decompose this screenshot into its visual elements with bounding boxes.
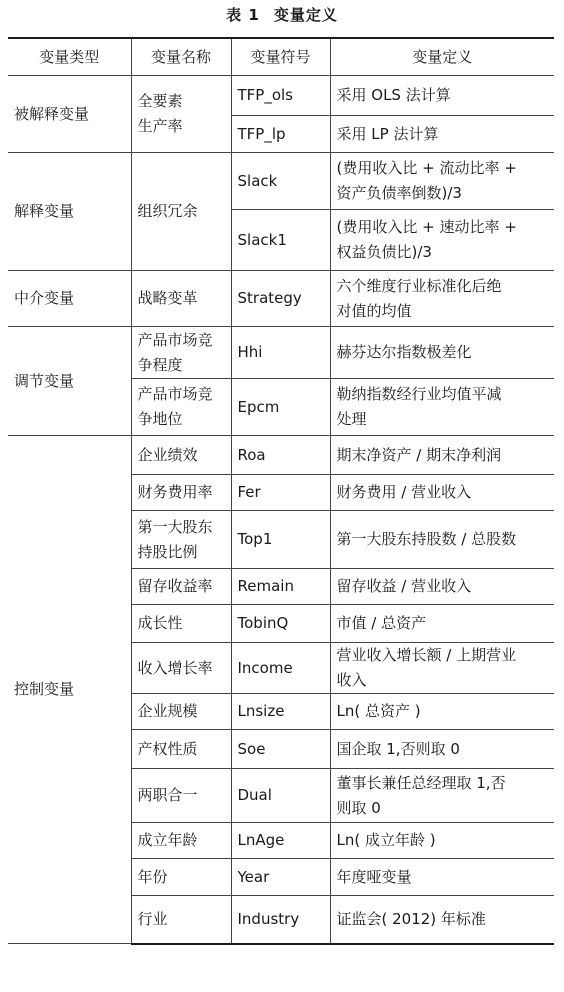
variable-definition-cell: 市值 / 总资产: [330, 605, 554, 643]
header-variable-symbol: 变量符号: [231, 38, 330, 76]
header-variable-definition: 变量定义: [330, 38, 554, 76]
category-cell-group-moderator-variable: 调节变量: [8, 327, 131, 436]
variable-definition-cell: 期末净资产 / 期末净利润: [330, 436, 554, 475]
variable-definition-cell: Ln( 总资产 ): [330, 694, 554, 730]
variable-symbol-cell: Income: [231, 643, 330, 694]
variable-symbol-cell: Soe: [231, 730, 330, 769]
variable-symbol-cell: LnAge: [231, 823, 330, 859]
variable-definition-cell: 董事长兼任总经理取 1,否 则取 0: [330, 769, 554, 823]
variable-definition-cell: Ln( 成立年龄 ): [330, 823, 554, 859]
variable-name-cell: 两职合一: [131, 769, 231, 823]
variable-definition-cell: 营业收入增长额 / 上期营业 收入: [330, 643, 554, 694]
variable-symbol-cell: Slack: [231, 153, 330, 210]
variable-symbol-cell: Slack1: [231, 210, 330, 271]
category-cell-group-explanatory-variable: 解释变量: [8, 153, 131, 271]
table-caption: [0, 4, 564, 25]
variable-name-cell: 财务费用率: [131, 475, 231, 511]
category-cell-group-explained-variable: 被解释变量: [8, 76, 131, 153]
variable-name-cell: 成长性: [131, 605, 231, 643]
variable-definition-cell: 赫芬达尔指数极差化: [330, 327, 554, 379]
variable-symbol-cell: TobinQ: [231, 605, 330, 643]
variable-symbol-cell: Year: [231, 859, 330, 896]
variable-definition-cell: 六个维度行业标准化后绝 对值的均值: [330, 271, 554, 327]
variable-symbol-cell: Fer: [231, 475, 330, 511]
table-row: [8, 76, 554, 116]
variable-name-cell: 产权性质: [131, 730, 231, 769]
table-title: 变量定义: [273, 6, 338, 24]
variable-definition-cell: 证监会( 2012) 年标准: [330, 896, 554, 944]
table-row: [8, 327, 554, 379]
variable-symbol-cell: Industry: [231, 896, 330, 944]
variable-definition-cell: 采用 LP 法计算: [330, 116, 554, 153]
variable-definition-cell: (费用收入比 + 流动比率 + 资产负债率倒数)/3: [330, 153, 554, 210]
header-variable-type: 变量类型: [8, 38, 131, 76]
variable-name-cell: 成立年龄: [131, 823, 231, 859]
variable-definition-cell: 采用 OLS 法计算: [330, 76, 554, 116]
category-cell-group-control-variable: 控制变量: [8, 436, 131, 944]
variable-definition-cell: (费用收入比 + 速动比率 + 权益负债比)/3: [330, 210, 554, 271]
variable-name-cell: 收入增长率: [131, 643, 231, 694]
variable-symbol-cell: Dual: [231, 769, 330, 823]
variable-symbol-cell: Roa: [231, 436, 330, 475]
table-row: [8, 153, 554, 210]
variable-definition-cell: 国企取 1,否则取 0: [330, 730, 554, 769]
variable-symbol-cell: Strategy: [231, 271, 330, 327]
variable-name-cell: 年份: [131, 859, 231, 896]
variable-symbol-cell: Epcm: [231, 379, 330, 436]
variable-symbol-cell: TFP_lp: [231, 116, 330, 153]
header-variable-name: 变量名称: [131, 38, 231, 76]
variable-name-cell: 第一大股东 持股比例: [131, 511, 231, 569]
variable-name-cell: 产品市场竞 争地位: [131, 379, 231, 436]
variable-symbol-cell: Lnsize: [231, 694, 330, 730]
variable-name-cell: 企业绩效: [131, 436, 231, 475]
variable-definition-cell: 年度哑变量: [330, 859, 554, 896]
category-cell-group-mediator-variable: 中介变量: [8, 271, 131, 327]
variable-name-cell: 组织冗余: [131, 153, 231, 271]
variable-definition-table: [8, 37, 554, 945]
variable-symbol-cell: Top1: [231, 511, 330, 569]
variable-name-cell: 留存收益率: [131, 569, 231, 605]
variable-name-cell: 战略变革: [131, 271, 231, 327]
header-row: [8, 38, 554, 76]
variable-name-cell: 行业: [131, 896, 231, 944]
table-row: [8, 271, 554, 327]
variable-symbol-cell: Hhi: [231, 327, 330, 379]
table-row: [8, 436, 554, 475]
variable-name-cell: 产品市场竞 争程度: [131, 327, 231, 379]
variable-definition-cell: 勒纳指数经行业均值平减 处理: [330, 379, 554, 436]
table-number: 表 1: [226, 6, 260, 24]
variable-symbol-cell: Remain: [231, 569, 330, 605]
variable-name-cell: 企业规模: [131, 694, 231, 730]
variable-definition-cell: 第一大股东持股数 / 总股数: [330, 511, 554, 569]
variable-name-cell: 全要素 生产率: [131, 76, 231, 153]
variable-symbol-cell: TFP_ols: [231, 76, 330, 116]
variable-definition-cell: 财务费用 / 营业收入: [330, 475, 554, 511]
variable-definition-cell: 留存收益 / 营业收入: [330, 569, 554, 605]
